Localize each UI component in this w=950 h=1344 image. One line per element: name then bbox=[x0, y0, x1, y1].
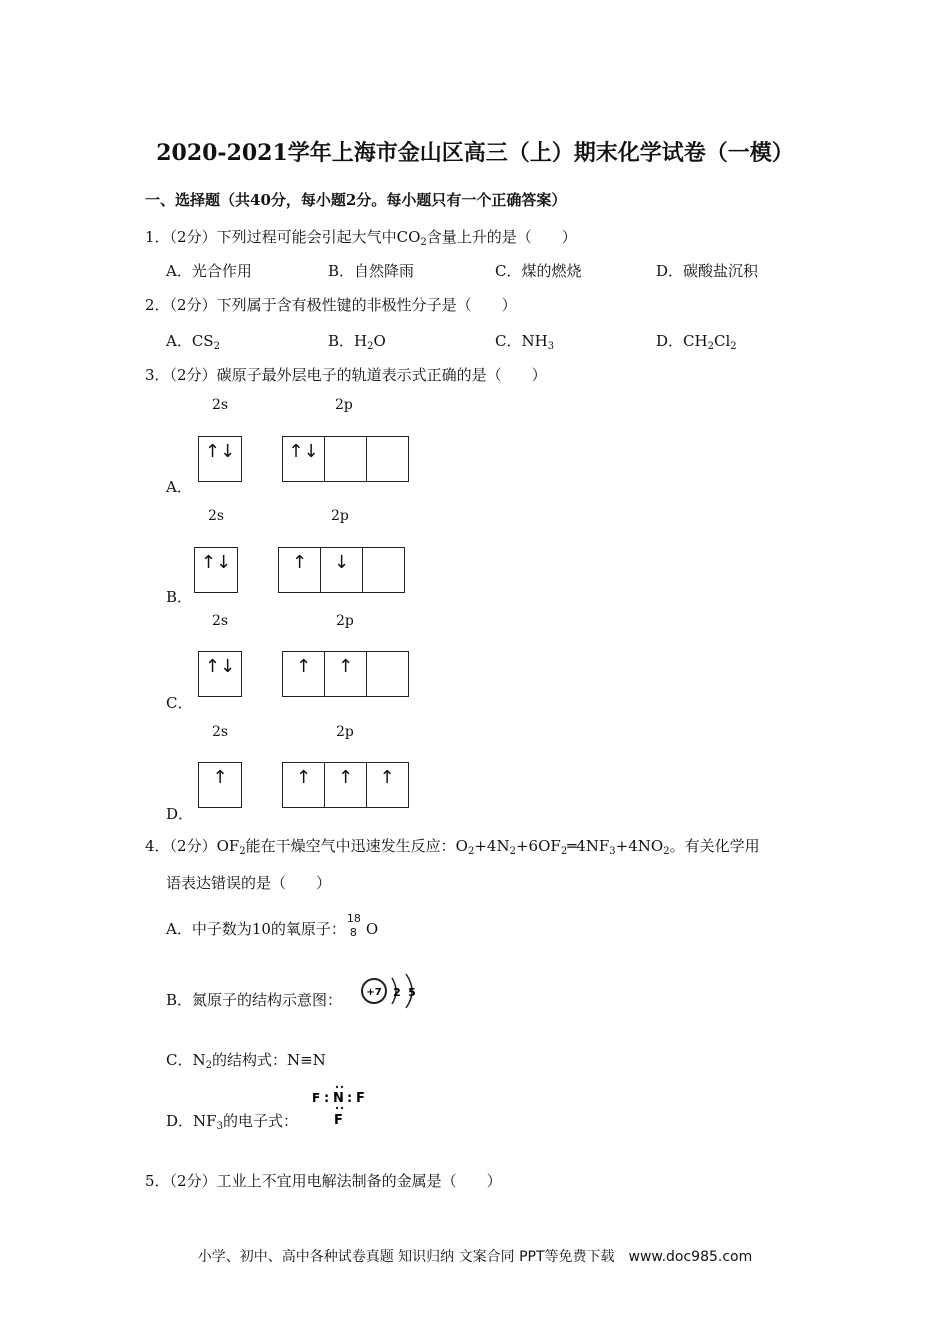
orbital-2p-boxes bbox=[282, 651, 409, 697]
q4-option-c: C．$N_2$的结构式：N≡N bbox=[166, 1051, 326, 1071]
orbital-label-2p: 2p bbox=[331, 508, 349, 524]
question-5: 5．（2分）工业上不宜用电解法制备的金属是（ ） bbox=[145, 1172, 502, 1190]
orbital-label-2s: 2s bbox=[208, 508, 225, 524]
orbital-2p-cell: ↑ bbox=[325, 763, 367, 807]
q4-option-b: B．氮原子的结构示意图： bbox=[166, 991, 343, 1009]
nucleus-charge: +7 bbox=[366, 987, 382, 998]
orbital-label-2p: 2p bbox=[335, 397, 353, 413]
lone-pair-dot bbox=[341, 1086, 343, 1088]
orbital-2p-boxes bbox=[278, 547, 405, 593]
orbital-2p-cell: ↑ bbox=[279, 548, 321, 592]
orbital-label-2s: 2s bbox=[212, 613, 229, 629]
lewis-bond-pair: : bbox=[347, 1091, 353, 1106]
q1-option-d: D．碳酸盐沉积 bbox=[656, 262, 759, 280]
q1-option-a: A．光合作用 bbox=[166, 262, 252, 280]
bond-pair-dot bbox=[341, 1107, 343, 1109]
lewis-atom: F bbox=[334, 1113, 343, 1128]
orbital-2p-cell bbox=[367, 437, 407, 481]
orbital-2p-cell bbox=[363, 548, 403, 592]
orbital-2p-cell: ↑ bbox=[325, 652, 367, 696]
orbital-label-2s: 2s bbox=[212, 724, 229, 740]
orbital-label-2p: 2p bbox=[336, 724, 354, 740]
q3-option-c: C． bbox=[166, 694, 193, 712]
q1-option-c: C．煤的燃烧 bbox=[495, 262, 582, 280]
question-4-line2: 语表达错误的是（ ） bbox=[166, 874, 332, 892]
question-number: 5． bbox=[145, 1172, 170, 1190]
lewis-bond-pair: : bbox=[324, 1091, 330, 1106]
question-number: 2． bbox=[145, 296, 170, 314]
q2-option-d: D．$CH_2Cl_2$ bbox=[656, 332, 737, 352]
shell-electron-count: 2 bbox=[393, 986, 401, 999]
lewis-atom: F bbox=[356, 1091, 365, 1106]
orbital-2p-cell: ↑↓ bbox=[283, 437, 325, 481]
orbital-2s-box: ↑↓ bbox=[198, 651, 242, 697]
page-footer: 小学、初中、高中各种试卷真题 知识归纳 文案合同 PPT等免费下载 www.doc985.com bbox=[197, 1249, 753, 1265]
lone-pair-dot bbox=[336, 1086, 338, 1088]
q2-option-b: B．$H_2O$ bbox=[328, 332, 386, 352]
orbital-2s-box: ↑↓ bbox=[198, 436, 242, 482]
orbital-2p-cell: ↓ bbox=[321, 548, 363, 592]
orbital-2p-boxes bbox=[282, 762, 409, 808]
orbital-label-2s: 2s bbox=[212, 397, 229, 413]
orbital-2p-cell bbox=[367, 652, 407, 696]
bond-pair-dot bbox=[336, 1107, 338, 1109]
question-1: 1．（2分）下列过程可能会引起大气中$CO_2$含量上升的是（ ） bbox=[145, 228, 577, 248]
shell-electron-count: 5 bbox=[408, 986, 416, 999]
question-number: 4． bbox=[145, 837, 170, 855]
question-number: 1． bbox=[145, 228, 170, 246]
orbital-label-2p: 2p bbox=[336, 613, 354, 629]
page-title: 2020-2021学年上海市金山区高三（上）期末化学试卷（一模） bbox=[156, 140, 794, 166]
q2-option-a: A．$CS_2$ bbox=[166, 332, 220, 352]
orbital-2p-cell: ↑ bbox=[379, 767, 395, 788]
q3-option-a: A． bbox=[166, 478, 192, 496]
orbital-2p-cell: ↑ bbox=[283, 652, 325, 696]
orbital-2p-cell bbox=[325, 437, 367, 481]
question-3: 3．（2分）碳原子最外层电子的轨道表示式正确的是（ ） bbox=[145, 366, 547, 384]
question-2: 2．（2分）下列属于含有极性键的非极性分子是（ ） bbox=[145, 296, 517, 314]
lewis-atom: N bbox=[333, 1091, 344, 1106]
q1-option-b: B．自然降雨 bbox=[328, 262, 415, 280]
question-number: 3． bbox=[145, 366, 170, 384]
orbital-2s-box: ↑ bbox=[198, 762, 242, 808]
orbital-2p-boxes bbox=[282, 436, 409, 482]
q2-option-c: C．$NH_3$ bbox=[495, 332, 555, 352]
q4-option-a: A．中子数为10的氧原子： 18 8 O bbox=[166, 918, 378, 944]
orbital-2s-box: ↑↓ bbox=[194, 547, 238, 593]
section-heading: 一、选择题（共40分，每小题2分。每小题只有一个正确答案） bbox=[145, 191, 567, 209]
q3-option-b: B． bbox=[166, 588, 193, 606]
q4-option-d: D．$NF_3$的电子式： bbox=[166, 1112, 298, 1132]
lewis-atom: F bbox=[312, 1091, 321, 1105]
question-4: 4．（2分）$OF_2$能在干燥空气中迅速发生反应：$O_2+4N_2+6OF_2═4NF_3+4NO_2$。有关化学用 bbox=[145, 837, 760, 857]
electron-dot-formula bbox=[306, 1084, 372, 1128]
q3-option-d: D． bbox=[166, 805, 194, 823]
orbital-2p-cell: ↑ bbox=[283, 763, 325, 807]
atomic-structure-diagram bbox=[358, 970, 420, 1012]
isotope-symbol: 18 8 bbox=[346, 912, 361, 939]
